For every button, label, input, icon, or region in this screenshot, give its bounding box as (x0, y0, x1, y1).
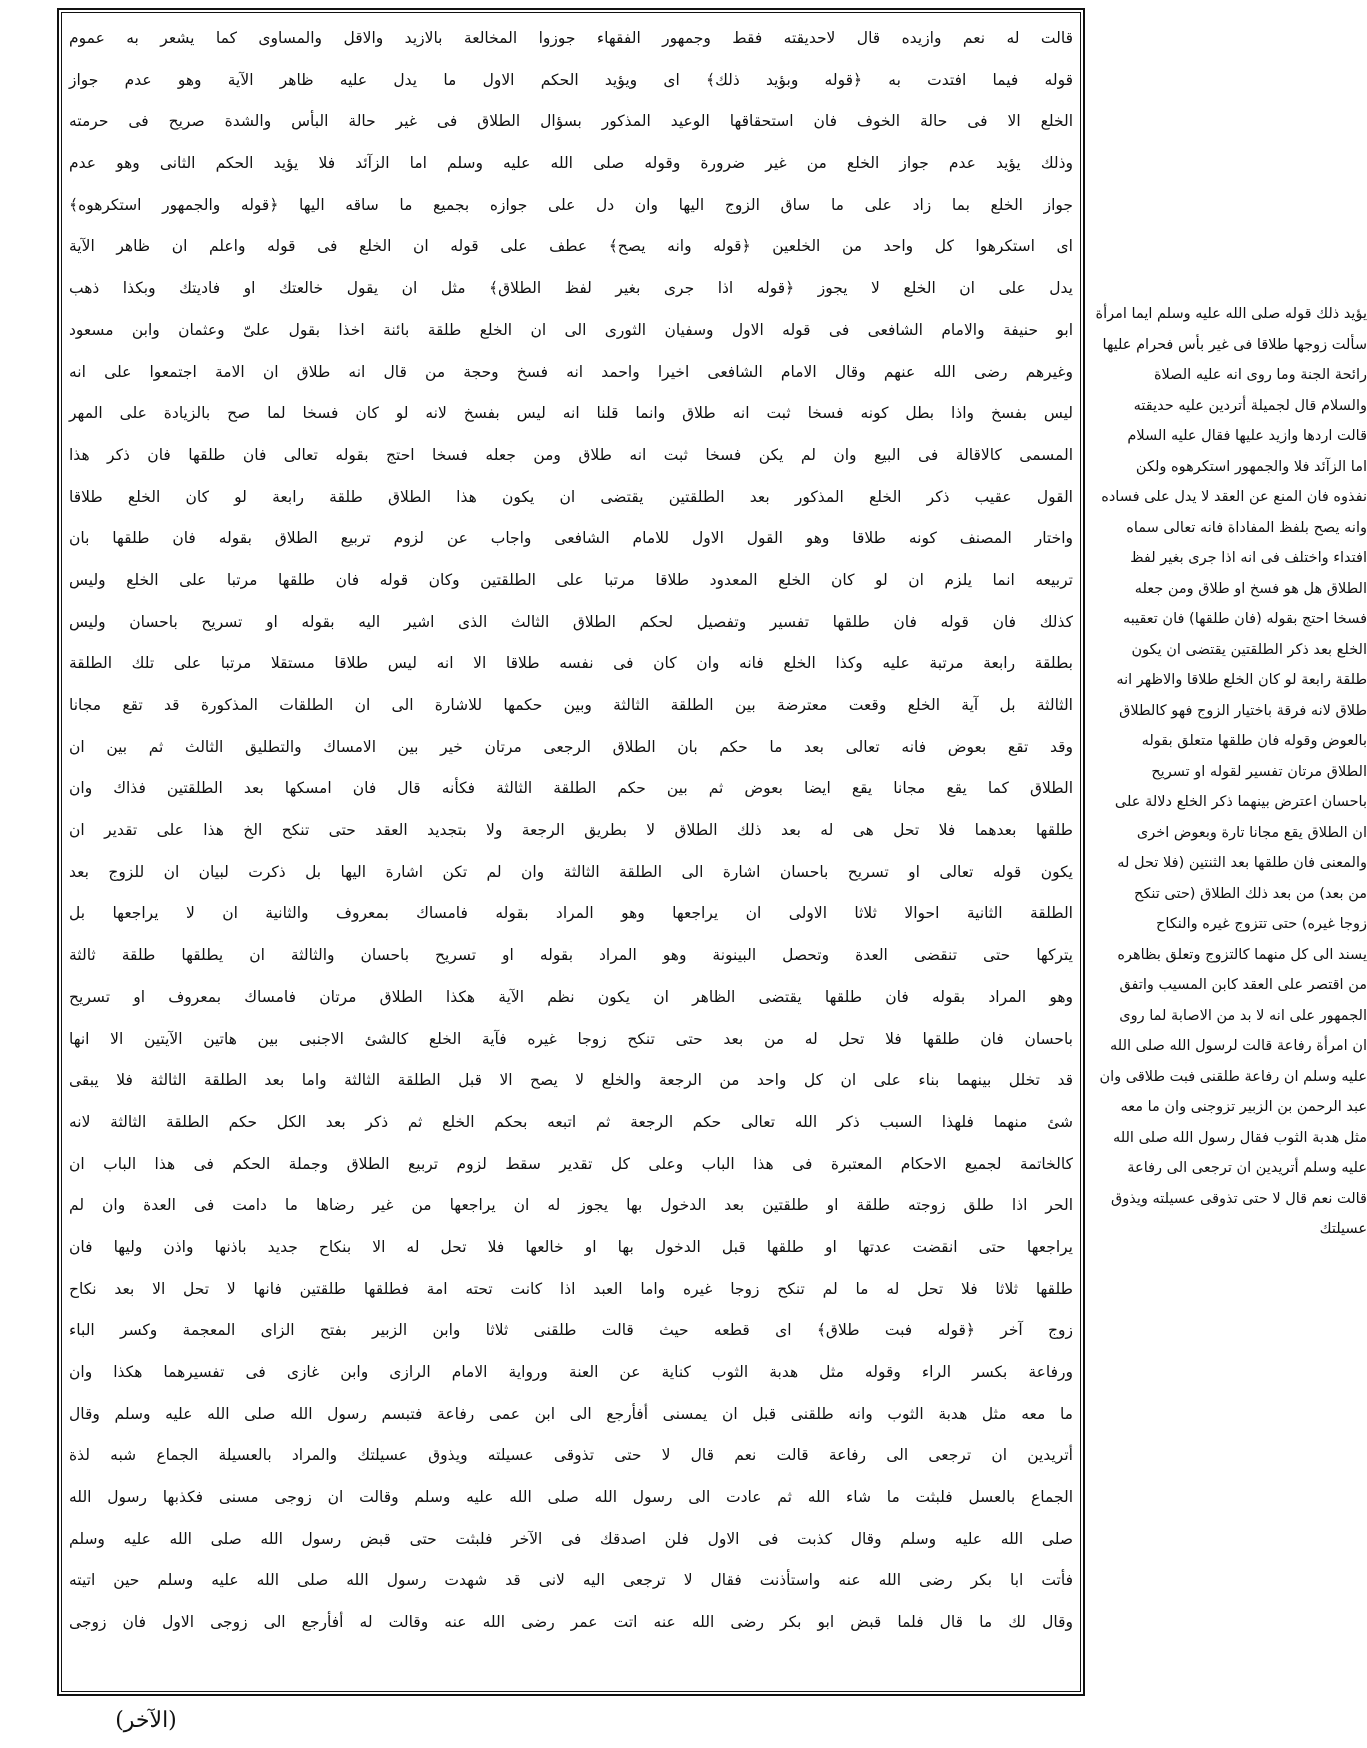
text-line: الطلقة الثانية احوالا ثلاثا الاولى ان يراجعها وهو المراد بقوله فامساك بمعروف والثانية ان لا يراجعها بل (69, 904, 1073, 923)
margin-text-line: يسند الى كل منهما كالتزوج وتعلق بظاهره (1117, 946, 1367, 963)
text-line: شئ منهما فلهذا السبب ذكر الله تعالى حكم الرجعة ثم اتبعه بحكم الخلع ثم ذكر بعد الكل حكم الطلقة الثالثة لانه (69, 1112, 1073, 1131)
text-line: فأتت ابا بكر رضى الله عنه واستأذنت فقال لا ترجعى اليه لانى قد شهدت رسول الله صلى الله عليه وسلم حين اتيته (69, 1571, 1073, 1590)
text-line: المسمى كالاقالة فى البيع وان لم يكن فسخا ثبت انه طلاق ومن جعله فسخا احتج بقوله تعالى فان طلقها فان ذكر هذا (69, 445, 1073, 464)
margin-text-line: افتداء واختلف فى انه اذا جرى بغير لفظ (1130, 550, 1367, 566)
text-line: الطلاق كما يقع مجانا يقع ايضا بعوض ثم بين حكم الطلقة الثالثة فكأنه قال فان امسكها بعد الطلقتين فذاك وان (69, 779, 1073, 798)
text-line: يتركها حتى تنقضى العدة وتحصل البينونة وهو المراد بقوله او تسريح باحسان والثالثة ان يطلقها طلقة ثالثة (69, 946, 1073, 965)
text-line: ما معه مثل هدبة الثوب وانه طلقنى قبل ان يمسنى أفأرجع الى ابن عمى رفاعة فتبسم رسول الله صلى الله عليه وسلم وقال (69, 1404, 1073, 1423)
margin-text-line: من اقتصر على العقد كابن المسيب واتفق (1119, 977, 1367, 993)
text-line: وذلك يؤيد عدم جواز الخلع من غير ضرورة وقوله صلى الله عليه وسلم اما الزآئد فلا يؤيد الحكم الثانى وهو عدم (69, 154, 1073, 173)
margin-text-line: ان الطلاق يقع مجانا تارة وبعوض اخرى (1136, 824, 1367, 841)
text-line: ليس بفسخ واذا بطل كونه فسخا ثبت انه طلاق وانما قلنا انه ليس بفسخ لانه لو كان فسخا لما صح بالزيادة على المهر (69, 404, 1073, 423)
text-line: بطلقة رابعة مرتبة عليه وكذا الخلع فانه وان كان فى نفسه طلاقا الا انه ليس طلاقا مستقلا مرتبا على تلك الطلقة (69, 654, 1073, 673)
margin-text-line: الطلاق مرتان تفسير لقوله او تسريح (1151, 763, 1367, 780)
text-line: كذلك فان قوله فان طلقها تفسير وتفصيل لحكم الطلاق الثالث الذى اشير اليه بقوله او تسريح باحسان وليس (69, 612, 1073, 631)
text-line: قالت له نعم وازيده قال لاحديقته فقط وجمهور الفقهاء جوزوا المخالعة بالازيد والاقل والمساوى كما يشعر به عموم (69, 29, 1073, 47)
text-line: جواز الخلع بما زاد على ما ساق الزوج اليها وان دل على جوازه بجميع ما ساقه اليها ﴿قوله والجمهور استكرهوه﴾ (69, 195, 1073, 214)
margin-text (1094, 299, 1367, 1237)
text-line: قد تخلل بينهما بناء على ان كل واحد من الرجعة والخلع لا يصح الا قبل الطلقة الثالثة واما بعد الطلقة الثالثة فلا يبقى (69, 1071, 1073, 1090)
text-line: قوله فيما افتدت به ﴿قوله وبؤيد ذلك﴾ اى ويؤيد الحكم الاول ما يدل عليه ظاهر الآية وهو عدم جواز (69, 70, 1073, 89)
margin-text-line: والسلام قال لجميلة أتردين عليه حديقته (1133, 397, 1367, 414)
text-line: طلقها بعدهما فلا تحل هى له بعد ذلك الطلاق لا بطريق الرجعة ولا بتجديد العقد حتى تنكح الخ هذا على تقدير ان (69, 821, 1073, 840)
margin-text-line: ان امرأة رفاعة قالت لرسول الله صلى الله (1110, 1038, 1367, 1054)
text-line: الحر اذا طلق زوجته طلقة او طلقتين بعد الدخول بها يجوز له ان يراجعها من غير رضاها ما دامت فى العدة وان لم (69, 1196, 1073, 1215)
text-line: اى استكرهوا كل واحد من الخلعين ﴿قوله وانه يصح﴾ عطف على قوله ان الخلع فى قوله واعلم ان ظاهر الآية (69, 237, 1073, 256)
margin-text-line: فسخا احتج بقوله (فان طلقها) فان تعقيبه (1122, 611, 1367, 627)
text-line: تربيعه انما يلزم ان لو كان الخلع المعدود طلاقا مرتبا على الطلقتين وكان قوله فان طلقها مرتبا على الخلع وليس (69, 570, 1073, 589)
text-line: طلقها ثلاثا فلا تحل له ما لم تنكح زوجا غيره واما العبد اذا كانت تحته امة فطلقها طلقتين فانها لا تحل الا بعد نكاح (69, 1279, 1073, 1298)
margin-text-line: الطلاق هل هو فسخ او طلاق ومن جعله (1134, 580, 1367, 597)
margin-text-line: رائحة الجنة وما روى انه عليه الصلاة (1153, 367, 1367, 383)
text-line: الخلع الا فى حالة الخوف فان استحقاقها الوعيد المذكور بسؤال الطلاق فى غير حالة البأس والشدة صريح فى حرمته (69, 112, 1073, 131)
margin-text-line: طلقة رابعة لو كان الخلع طلاقا والاظهر انه (1116, 672, 1367, 688)
margin-text-line: الجمهور على انه لا بد من الاصابة لما روى (1119, 1007, 1367, 1024)
text-line: يكون قوله تعالى او تسريح باحسان اشارة الى الطلقة الثالثة وان لم تكن اشارة اليها بل ذكرت لبيان ان للزوج بعد (69, 862, 1073, 881)
text-line: واختار المصنف كونه طلاقا وهو القول الاول للامام الشافعى واجاب عن لزوم تربيع الطلاق بقوله فان طلقها بان (69, 529, 1073, 548)
margin-text-line: عسيلتك (1319, 1221, 1367, 1237)
text-line: كالخاتمة لجميع الاحكام المعتبرة فى هذا الباب وعلى كل تقدير سقط لزوم تربيع الطلاق وجملة الحكم فى هذا الباب ان (69, 1154, 1073, 1173)
text-line: وهو المراد بقوله فان طلقها يقتضى الظاهر ان يكون نظم الآية هكذا الطلاق مرتان فامساك بمعروف او تسريح (69, 987, 1073, 1006)
margin-text-line: عليه وسلم أتريدين ان ترجعى الى رفاعة (1127, 1160, 1367, 1176)
text-line: زوج آخر ﴿قوله فبت طلاق﴾ اى قطعه حيث قالت طلقنى ثلاثا وابن الزبير بفتح الزاى المعجمة وكسر الباء (69, 1321, 1073, 1340)
text-line: أتريدين ان ترجعى الى رفاعة قالت نعم قال لا حتى تذوقى عسيلته ويذوق عسيلتك والمراد بالعسيلة الجماع شبه لذة (69, 1446, 1073, 1465)
margin-text-line: يؤيد ذلك قوله صلى الله عليه وسلم ايما امرأة (1095, 306, 1367, 322)
text-line: يراجعها حتى انقضت عدتها او طلقها قبل الدخول بها او خالعها فلا تحل له الا بنكاح جديد باذنها واذن وليها فان (69, 1237, 1073, 1256)
margin-text-line: باحسان اعترض بينهما ذكر الخلع دلالة على (1114, 794, 1367, 810)
margin-text-line: سألت زوجها طلاقا فى غير بأس فحرام عليها (1102, 336, 1367, 353)
margin-text-line: عليه وسلم ان رفاعة طلقنى فبت طلاقى وان (1099, 1068, 1367, 1085)
margin-text-line: من بعد) من بعد ذلك الطلاق (حتى تنكح (1133, 885, 1367, 902)
margin-text-line: قالت نعم قال لا حتى تذوقى عسيلته ويذوق (1110, 1190, 1367, 1207)
margin-text-line: والمعنى فان طلقها بعد الثنتين (فلا تحل له (1117, 855, 1367, 871)
catchword: (الآخر) (115, 1708, 177, 1733)
text-line: باحسان فان طلقها فلا تحل له من بعد حتى تنكح زوجا غيره فآية الخلع كالشئ الاجنبى بين هاتين الآيتين الا انها (69, 1029, 1073, 1048)
text-line: وغيرهم رضى الله عنهم وقال الامام الشافعى اخيرا واحمد انه فسخ وحجة من قال انه طلاق ان الامة اجتمعوا على انه (69, 362, 1073, 381)
text-line: يدل على ان الخلع لا يجوز ﴿قوله اذا جرى بغير لفظ الطلاق﴾ مثل ان يقول خالعتك او فاديتك وبكذا ذهب (69, 279, 1073, 298)
text-line: صلى الله عليه وسلم وقال كذبت فى الاول فلن اصدقك فى الآخر فلبثت حتى قبض رسول الله صلى الله عليه وسلم (69, 1529, 1073, 1548)
commentary-main-text (69, 18, 1073, 1686)
margin-text-line: عبد الرحمن بن الزبير تزوجنى وان ما معه (1120, 1099, 1367, 1115)
text-line: القول عقيب ذكر الخلع المذكور بعد الطلقتين يقتضى ان يكون هذا الطلاق طلقة رابعة لو كان الخلع طلاقا (69, 487, 1073, 506)
text-line: وقد تقع بعوض فانه تعالى بعد ما حكم بان الطلاق الرجعى مرتان خير بين الامساك والتطليق الثالث ثم بين ان (69, 737, 1073, 756)
text-line: وقال لك ما قال فلما قبض ابو بكر رضى الله عنه اتت عمر رضى الله عنه وقالت له أفأرجع الى زوجى الاول فان زوجى (69, 1613, 1073, 1632)
margin-text-line: الخلع بعد ذكر الطلقتين يقتضى ان يكون (1131, 641, 1367, 658)
text-line: ورفاعة بكسر الراء وقوله مثل هدبة الثوب كناية عن العنة ورواية الامام الرازى وابن غازى فى تفسيرهما هكذا وان (69, 1363, 1073, 1381)
margin-text-line: طلاق لانه فرقة باختيار الزوج فهو كالطلاق (1119, 702, 1367, 719)
text-line: الجماع بالعسل فلبثت ما شاء الله ثم عادت الى رسول الله صلى الله عليه وسلم وقالت ان زوجى مسنى فكذبها رسول الله (69, 1488, 1073, 1507)
margin-text-line: نفذوه فان المنع عن العقد لا يدل على فساده (1101, 489, 1367, 505)
margin-text-line: قالت اردها وازيد عليها فقال عليه السلام (1127, 428, 1367, 444)
margin-text-line: وانه يصح بلفظ المفاداة فانه تعالى سماه (1126, 519, 1367, 536)
text-line: ابو حنيفة والامام الشافعى فى قوله الاول وسفيان الثورى الى ان الخلع طلقة بائنة اخذا بقول علىّ وعثمان وابن مسعود (69, 320, 1073, 339)
margin-text-line: اما الزآئد فلا والجمهور استكرهوه ولكن (1135, 458, 1367, 475)
margin-text-line: بالعوض وقوله فان طلقها متعلق بقوله (1141, 733, 1367, 749)
margin-text-line: مثل هدبة الثوب فقال رسول الله صلى الله (1112, 1129, 1367, 1146)
margin-text-line: زوجا غيره) حتى تتزوج غيره والنكاح (1155, 916, 1367, 932)
text-line: الثالثة بل آية الخلع وقعت معترضة بين الطلقة الثالثة وبين حكمها للاشارة الى ان الطلقات المذكورة قد تقع مجانا (69, 696, 1073, 714)
